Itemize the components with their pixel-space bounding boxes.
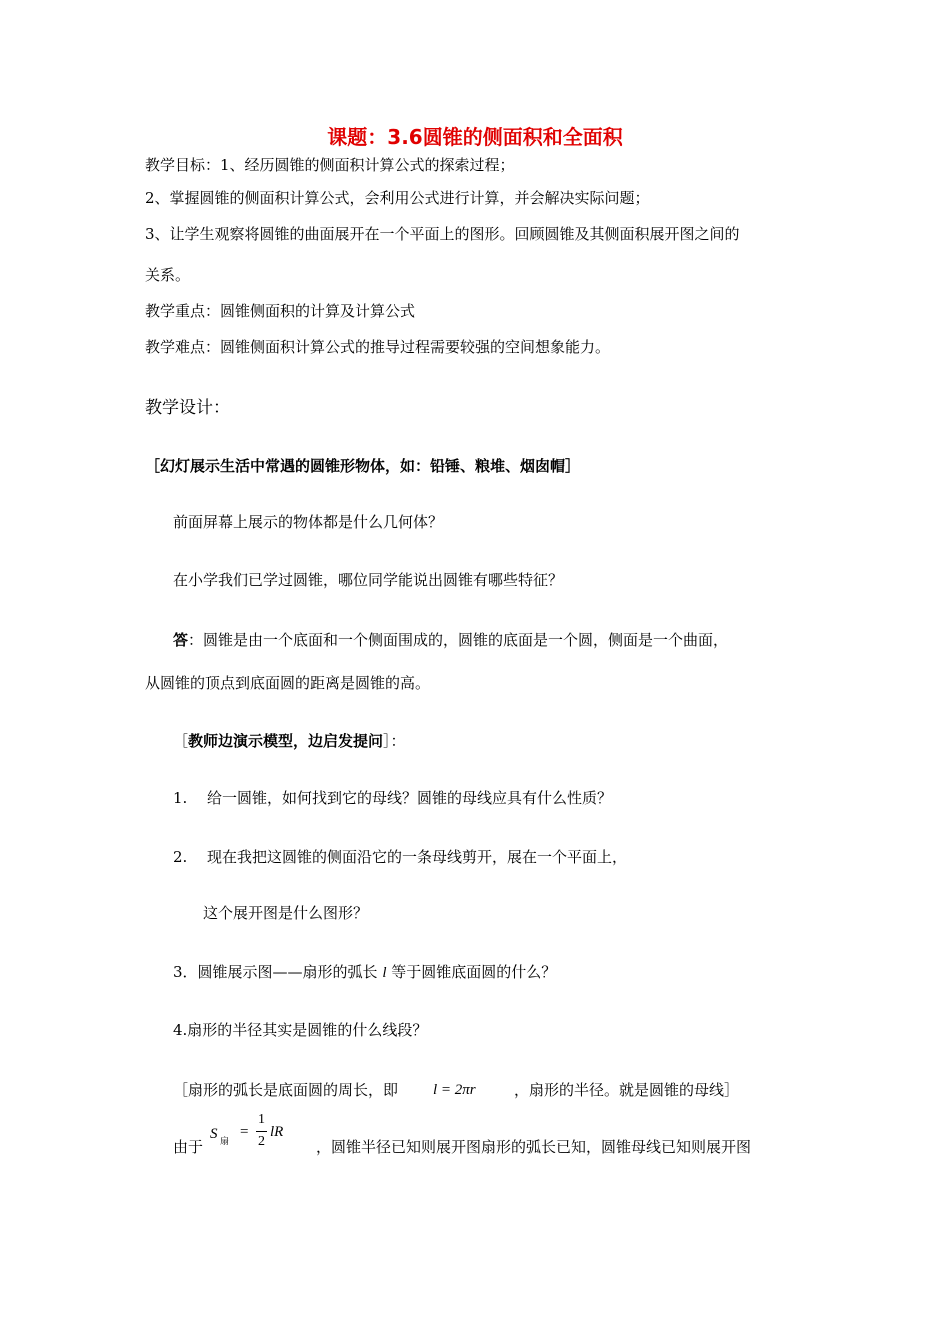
- formula-lr: lR: [270, 1124, 284, 1140]
- item-3-post: 等于圆锥底面圆的什么？: [386, 963, 557, 981]
- question-1: 前面屏幕上展示的物体都是什么几何体？: [173, 513, 444, 531]
- due-to-label: 由于: [173, 1138, 204, 1156]
- difficulty: 教学难点：圆锥侧面积计算公式的推导过程需要较强的空间想象能力。: [145, 338, 611, 356]
- objective-line-3: 3、让学生观察将圆锥的曲面展开在一个平面上的图形。回顾圆锥及其侧面积展开图之间的: [145, 225, 740, 243]
- design-heading: 教学设计：: [145, 398, 230, 418]
- answer-label: 答: [173, 631, 189, 649]
- item-3: [173, 962, 556, 983]
- item-1-text: 给一圆锥，如何找到它的母线？圆锥的母线应具有什么性质？: [207, 789, 613, 807]
- fraction-bar: [256, 1131, 267, 1132]
- question-2: 在小学我们已学过圆锥，哪位同学能说出圆锥有哪些特征？: [173, 571, 564, 589]
- demo-note-close: ］：: [383, 732, 406, 750]
- objective-line-1: 教学目标：1、经历圆锥的侧面积计算公式的探索过程；: [145, 156, 515, 174]
- due-to-text: ，圆锥半径已知则展开图扇形的弧长已知，圆锥母线已知则展开图: [316, 1138, 752, 1156]
- demo-note-open: ［: [173, 732, 189, 750]
- answer-line-2: 从圆锥的顶点到底面圆的距离是圆锥的高。: [145, 674, 431, 692]
- formula-s: S: [210, 1126, 218, 1142]
- demo-note-text: 教师边演示模型，边启发提问: [188, 732, 384, 750]
- formula-sub: 扇: [220, 1136, 230, 1146]
- item-3-pre: 3．圆锥展示图——扇形的弧长: [173, 963, 383, 981]
- slide-note: ［幻灯展示生活中常遇的圆锥形物体，如：铅锤、粮堆、烟囱帽］: [145, 457, 581, 475]
- bracket-line-post: ，扇形的半径。就是圆锥的母线］: [514, 1081, 740, 1099]
- arc-length-formula: l = 2πr: [433, 1082, 476, 1098]
- objective-line-4: 关系。: [145, 266, 191, 284]
- formula-denominator: 2: [258, 1134, 265, 1149]
- answer-line-1: [173, 630, 728, 650]
- formula-equals: =: [240, 1124, 249, 1140]
- item-2-text: 现在我把这圆锥的侧面沿它的一条母线剪开，展在一个平面上，: [207, 848, 628, 866]
- objective-line-2: 2、掌握圆锥的侧面积计算公式，会利用公式进行计算，并会解决实际问题；: [145, 189, 650, 207]
- item-2-continuation: 这个展开图是什么图形？: [203, 904, 369, 922]
- item-4: 4.扇形的半径其实是圆锥的什么线段？: [173, 1021, 428, 1039]
- bracket-line-pre: ［扇形的弧长是底面圆的周长，即: [173, 1081, 399, 1099]
- formula-numerator: 1: [258, 1112, 265, 1127]
- arc-length-variable: l: [382, 965, 387, 981]
- demo-note: [173, 731, 406, 751]
- answer-text-1: ：圆锥是由一个底面和一个侧面围成的，圆锥的底面是一个圆，侧面是一个曲面，: [188, 631, 729, 649]
- key-point: 教学重点：圆锥侧面积的计算及计算公式: [145, 302, 416, 320]
- item-1-number: 1.: [173, 789, 188, 807]
- lesson-title: 课题：3.6圆锥的侧面积和全面积: [327, 125, 623, 149]
- item-2-number: 2.: [173, 848, 188, 866]
